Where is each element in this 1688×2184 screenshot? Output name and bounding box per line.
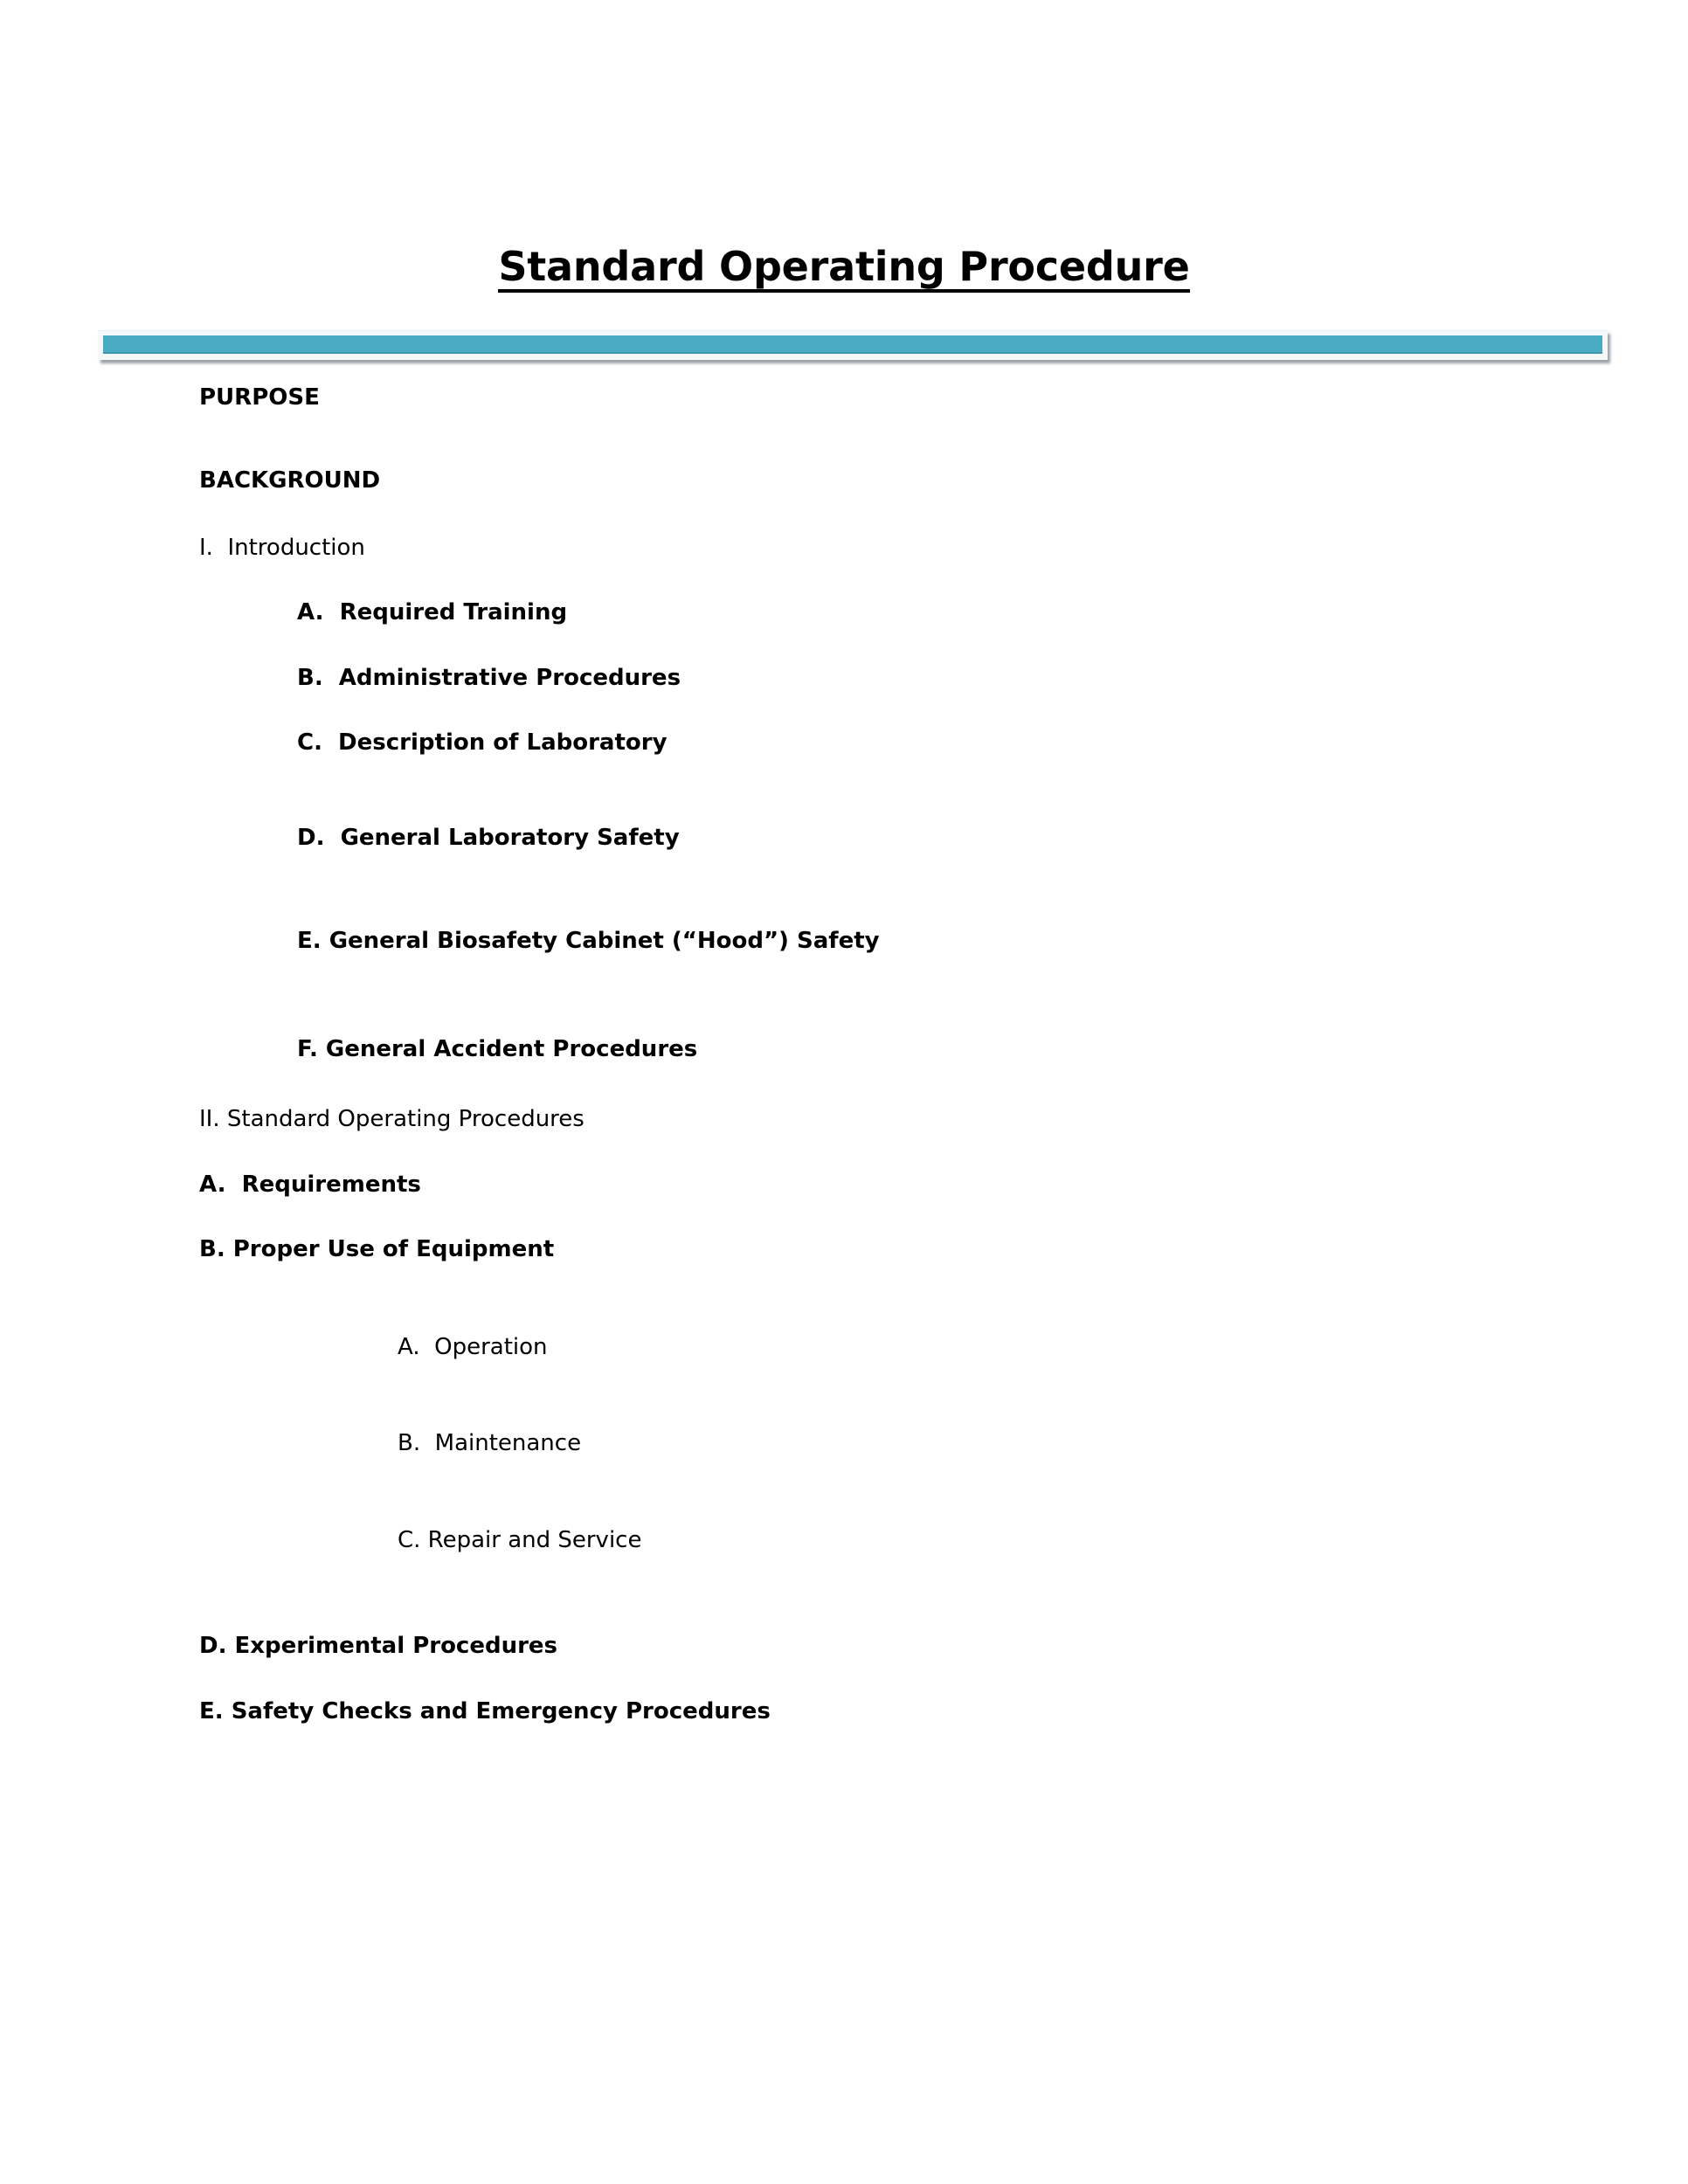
outline-item-background: BACKGROUND [199, 467, 381, 494]
divider-accent-bar [103, 335, 1602, 354]
outline-item-sec-1: I. Introduction [199, 535, 365, 561]
outline-item-sec-2-a: A. Requirements [199, 1171, 421, 1198]
page-title-text: Standard Operating Procedure [498, 245, 1189, 293]
outline-item-sec-2-b-a: A. Operation [398, 1334, 548, 1360]
outline-item-purpose: PURPOSE [199, 384, 320, 411]
outline-item-sec-1-f: F. General Accident Procedures [297, 1036, 698, 1062]
outline-item-sec-2-d: D. Experimental Procedures [199, 1633, 558, 1659]
outline-item-sec-2-b-c: C. Repair and Service [398, 1527, 642, 1553]
outline-item-sec-2: II. Standard Operating Procedures [199, 1106, 585, 1132]
outline-item-sec-1-b: B. Administrative Procedures [297, 665, 681, 691]
outline-item-sec-1-a: A. Required Training [297, 599, 568, 625]
outline-item-sec-2-b: B. Proper Use of Equipment [199, 1236, 555, 1262]
divider-hairline [98, 330, 1608, 331]
outline-item-sec-1-e: E. General Biosafety Cabinet (“Hood”) Safety [297, 928, 880, 954]
page-title [0, 243, 1688, 293]
outline-item-sec-2-b-b: B. Maintenance [398, 1430, 582, 1456]
header-divider [94, 325, 1608, 365]
outline-item-sec-2-e: E. Safety Checks and Emergency Procedures [199, 1698, 771, 1724]
outline-item-sec-1-c: C. Description of Laboratory [297, 729, 668, 756]
outline-item-sec-1-d: D. General Laboratory Safety [297, 825, 680, 851]
